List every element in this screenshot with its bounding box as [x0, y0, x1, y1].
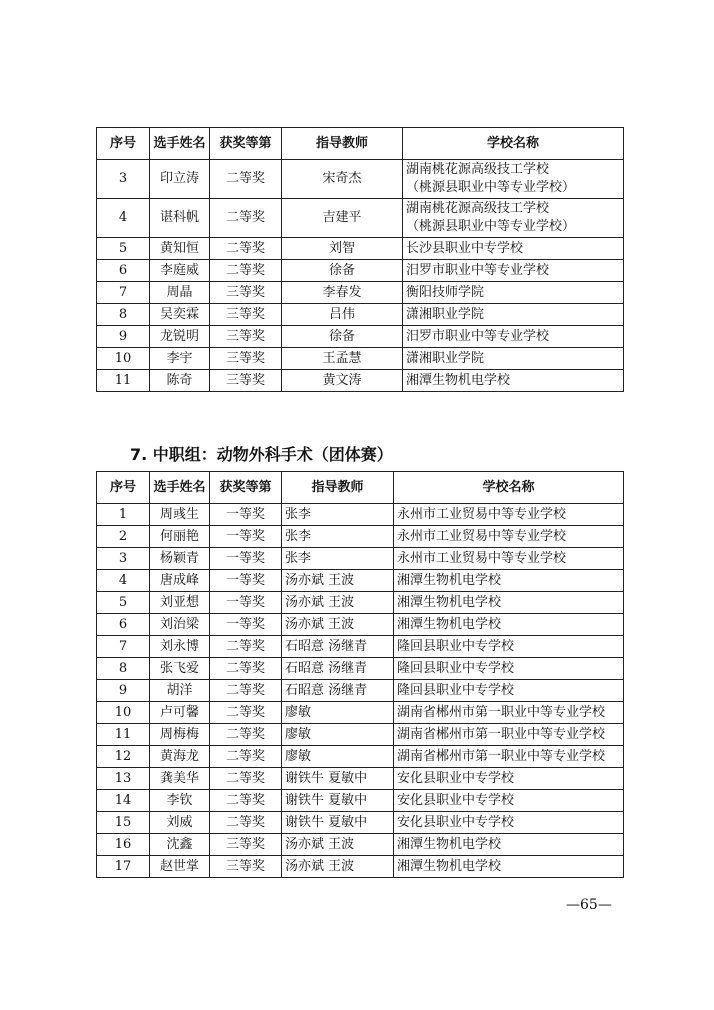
table-header-row: [97, 128, 624, 160]
cell-teacher: 石昭意 汤继青: [282, 680, 394, 702]
cell-no: 1: [97, 504, 150, 526]
cell-school: 湘潭生物机电学校: [394, 856, 624, 878]
cell-award: 二等奖: [210, 199, 282, 238]
cell-award: 三等奖: [210, 282, 282, 304]
cell-award: 二等奖: [210, 636, 282, 658]
cell-name: 卢可馨: [150, 702, 210, 724]
cell-school: [403, 199, 624, 238]
section-title: 7. 中职组：动物外科手术（团体赛）: [130, 445, 393, 464]
cell-no: 11: [97, 370, 150, 392]
cell-school: 湘潭生物机电学校: [394, 834, 624, 856]
school-line: 湖南桃花源高级技工学校: [406, 162, 550, 177]
header-teacher: 指导教师: [282, 472, 394, 504]
table-row: [97, 199, 624, 238]
table-row: [97, 348, 624, 370]
table-row: [97, 702, 624, 724]
cell-school: 长沙县职业中专学校: [403, 238, 624, 260]
cell-award: 三等奖: [210, 370, 282, 392]
cell-no: 12: [97, 746, 150, 768]
cell-teacher: 吉建平: [282, 199, 403, 238]
cell-award: 二等奖: [210, 238, 282, 260]
cell-name: 陈奇: [150, 370, 210, 392]
cell-name: 沈鑫: [150, 834, 210, 856]
table-row: [97, 614, 624, 636]
cell-teacher: 李春发: [282, 282, 403, 304]
cell-award: 一等奖: [210, 548, 282, 570]
cell-award: 一等奖: [210, 570, 282, 592]
cell-teacher: 汤亦斌 王波: [282, 856, 394, 878]
cell-no: 8: [97, 658, 150, 680]
cell-teacher: 谢铁牛 夏敏中: [282, 790, 394, 812]
table-row: [97, 592, 624, 614]
table-row: [97, 548, 624, 570]
cell-school: 隆回县职业中专学校: [394, 636, 624, 658]
cell-teacher: 石昭意 汤继青: [282, 658, 394, 680]
cell-name: 刘治梁: [150, 614, 210, 636]
cell-teacher: 汤亦斌 王波: [282, 834, 394, 856]
cell-teacher: 廖敏: [282, 702, 394, 724]
cell-name: 杨颖青: [150, 548, 210, 570]
award-table-2: [96, 471, 624, 878]
cell-school: 永州市工业贸易中等专业学校: [394, 526, 624, 548]
cell-school: 湘潭生物机电学校: [394, 570, 624, 592]
cell-no: 9: [97, 680, 150, 702]
cell-teacher: 汤亦斌 王波: [282, 570, 394, 592]
table-row: [97, 326, 624, 348]
cell-name: 唐成峰: [150, 570, 210, 592]
cell-no: 7: [97, 636, 150, 658]
cell-school: 衡阳技师学院: [403, 282, 624, 304]
cell-teacher: 张李: [282, 526, 394, 548]
cell-no: 8: [97, 304, 150, 326]
header-award: 获奖等第: [210, 472, 282, 504]
cell-teacher: 谢铁牛 夏敏中: [282, 768, 394, 790]
table-row: [97, 504, 624, 526]
cell-teacher: 王孟慧: [282, 348, 403, 370]
header-no: 序号: [97, 128, 150, 160]
table-row: [97, 370, 624, 392]
table-row: [97, 856, 624, 878]
cell-school: [403, 160, 624, 199]
cell-award: 一等奖: [210, 504, 282, 526]
cell-teacher: 廖敏: [282, 724, 394, 746]
cell-award: 三等奖: [210, 348, 282, 370]
cell-name: 刘亚想: [150, 592, 210, 614]
cell-award: 三等奖: [210, 326, 282, 348]
table-row: [97, 160, 624, 199]
table-row: [97, 238, 624, 260]
cell-no: 5: [97, 238, 150, 260]
cell-award: 二等奖: [210, 790, 282, 812]
cell-no: 4: [97, 199, 150, 238]
header-no: 序号: [97, 472, 150, 504]
table-row: [97, 746, 624, 768]
cell-name: 何丽艳: [150, 526, 210, 548]
cell-teacher: 汤亦斌 王波: [282, 614, 394, 636]
cell-school: 永州市工业贸易中等专业学校: [394, 548, 624, 570]
cell-name: 胡洋: [150, 680, 210, 702]
cell-teacher: 吕伟: [282, 304, 403, 326]
cell-teacher: 徐备: [282, 260, 403, 282]
cell-no: 14: [97, 790, 150, 812]
cell-school: 安化县职业中专学校: [394, 812, 624, 834]
header-name: 选手姓名: [150, 128, 210, 160]
cell-award: 三等奖: [210, 856, 282, 878]
cell-award: 一等奖: [210, 592, 282, 614]
cell-teacher: 宋奇杰: [282, 160, 403, 199]
header-school: 学校名称: [394, 472, 624, 504]
header-award: 获奖等第: [210, 128, 282, 160]
table-row: [97, 526, 624, 548]
table-row: [97, 658, 624, 680]
table-row: [97, 636, 624, 658]
cell-no: 10: [97, 702, 150, 724]
header-school: 学校名称: [403, 128, 624, 160]
cell-no: 13: [97, 768, 150, 790]
school-line-sub: （桃源县职业中等专业学校）: [406, 219, 576, 234]
cell-no: 6: [97, 260, 150, 282]
cell-award: 二等奖: [210, 160, 282, 199]
cell-teacher: 张李: [282, 548, 394, 570]
cell-no: 2: [97, 526, 150, 548]
cell-school: 湘潭生物机电学校: [394, 592, 624, 614]
cell-school: 湖南省郴州市第一职业中等专业学校: [394, 702, 624, 724]
cell-name: 黄知恒: [150, 238, 210, 260]
table-row: [97, 768, 624, 790]
cell-no: 10: [97, 348, 150, 370]
cell-school: 安化县职业中专学校: [394, 768, 624, 790]
cell-name: 张飞爱: [150, 658, 210, 680]
cell-award: 二等奖: [210, 746, 282, 768]
cell-name: 李钦: [150, 790, 210, 812]
cell-no: 6: [97, 614, 150, 636]
cell-school: 隆回县职业中专学校: [394, 680, 624, 702]
cell-teacher: 廖敏: [282, 746, 394, 768]
cell-no: 11: [97, 724, 150, 746]
table-row: [97, 680, 624, 702]
cell-name: 赵世掌: [150, 856, 210, 878]
cell-name: 黄海龙: [150, 746, 210, 768]
cell-no: 16: [97, 834, 150, 856]
cell-award: 一等奖: [210, 614, 282, 636]
cell-award: 二等奖: [210, 260, 282, 282]
cell-teacher: 徐备: [282, 326, 403, 348]
table-row: [97, 834, 624, 856]
page-number: —65—: [566, 897, 612, 913]
cell-teacher: 汤亦斌 王波: [282, 592, 394, 614]
table-row: [97, 304, 624, 326]
cell-teacher: 黄文涛: [282, 370, 403, 392]
cell-name: 吴奕霖: [150, 304, 210, 326]
cell-teacher: 石昭意 汤继青: [282, 636, 394, 658]
cell-no: 4: [97, 570, 150, 592]
cell-name: 刘威: [150, 812, 210, 834]
cell-award: 一等奖: [210, 526, 282, 548]
table-row: [97, 790, 624, 812]
table-row: [97, 812, 624, 834]
table-row: [97, 260, 624, 282]
cell-name: 李庭威: [150, 260, 210, 282]
cell-no: 5: [97, 592, 150, 614]
table-header-row: [97, 472, 624, 504]
cell-school: 潇湘职业学院: [403, 304, 624, 326]
cell-name: 李宇: [150, 348, 210, 370]
cell-no: 3: [97, 548, 150, 570]
cell-name: 周晶: [150, 282, 210, 304]
cell-school: 安化县职业中专学校: [394, 790, 624, 812]
cell-teacher: 张李: [282, 504, 394, 526]
award-table-1: [96, 127, 624, 392]
cell-teacher: 刘智: [282, 238, 403, 260]
table-row: [97, 570, 624, 592]
cell-award: 二等奖: [210, 680, 282, 702]
cell-name: 印立涛: [150, 160, 210, 199]
cell-no: 7: [97, 282, 150, 304]
header-name: 选手姓名: [150, 472, 210, 504]
cell-name: 龙锐明: [150, 326, 210, 348]
cell-school: 湘潭生物机电学校: [394, 614, 624, 636]
cell-school: 隆回县职业中专学校: [394, 658, 624, 680]
cell-award: 二等奖: [210, 724, 282, 746]
cell-name: 周彧生: [150, 504, 210, 526]
cell-school: 湘潭生物机电学校: [403, 370, 624, 392]
cell-award: 二等奖: [210, 812, 282, 834]
cell-name: 谌科帆: [150, 199, 210, 238]
table-row: [97, 282, 624, 304]
cell-no: 15: [97, 812, 150, 834]
cell-school: 湖南省郴州市第一职业中等专业学校: [394, 746, 624, 768]
cell-name: 刘永博: [150, 636, 210, 658]
school-line-sub: （桃源县职业中等专业学校）: [406, 180, 576, 195]
cell-name: 周梅梅: [150, 724, 210, 746]
cell-award: 二等奖: [210, 658, 282, 680]
cell-school: 湖南省郴州市第一职业中等专业学校: [394, 724, 624, 746]
cell-teacher: 谢铁牛 夏敏中: [282, 812, 394, 834]
cell-school: 汨罗市职业中等专业学校: [403, 326, 624, 348]
table-row: [97, 724, 624, 746]
cell-award: 三等奖: [210, 304, 282, 326]
cell-award: 二等奖: [210, 768, 282, 790]
cell-award: 二等奖: [210, 702, 282, 724]
header-teacher: 指导教师: [282, 128, 403, 160]
cell-no: 17: [97, 856, 150, 878]
school-line: 湖南桃花源高级技工学校: [406, 201, 550, 216]
cell-award: 三等奖: [210, 834, 282, 856]
cell-no: 9: [97, 326, 150, 348]
cell-school: 汨罗市职业中等专业学校: [403, 260, 624, 282]
cell-school: 潇湘职业学院: [403, 348, 624, 370]
cell-no: 3: [97, 160, 150, 199]
cell-school: 永州市工业贸易中等专业学校: [394, 504, 624, 526]
cell-name: 龚美华: [150, 768, 210, 790]
